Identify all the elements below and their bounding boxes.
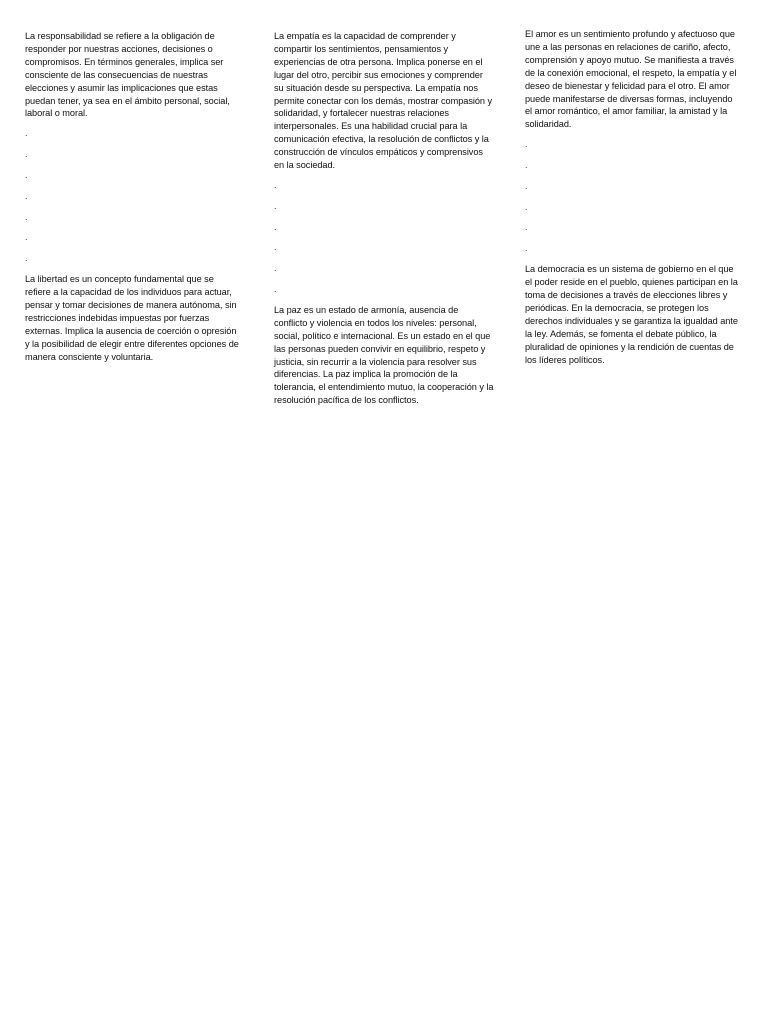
paragraph-democracia: La democracia es un sistema de gobierno en el que el poder reside en el pueblo, quienes participan en la toma de decisiones a través de elecciones libres y periódicas. En la democracia, se protegen los derechos individuales y se garantiza la igualdad ante la ley. Además, se fomenta el debate público, la pluralidad de opiniones y la rendición de cuentas de los líderes políticos. xyxy=(525,264,738,365)
dot-separator: . xyxy=(274,200,277,211)
column-middle xyxy=(274,30,494,407)
dot-separator: . xyxy=(25,169,28,180)
dot-separator-list xyxy=(274,180,494,294)
dot-separator: . xyxy=(25,128,28,139)
column-left xyxy=(25,30,241,363)
dot-separator: . xyxy=(274,179,277,190)
dot-separator: . xyxy=(274,242,277,253)
paragraph-libertad: La libertad es un concepto fundamental que se refiere a la capacidad de los individuos para actuar, pensar y tomar decisiones de manera autónoma, sin restricciones indebidas impuestas por fuerzas externas. Implica la ausencia de coerción o opresión y la posibilidad de elegir entre diferentes opciones de manera consciente y voluntaria. xyxy=(25,274,239,362)
dot-separator: . xyxy=(525,222,528,233)
dot-separator: . xyxy=(25,190,28,201)
dot-separator: . xyxy=(274,263,277,274)
dot-separator-list xyxy=(25,128,241,263)
dot-separator: . xyxy=(525,201,528,212)
dot-separator: . xyxy=(25,232,28,243)
dot-separator: . xyxy=(274,283,277,294)
paragraph-empatia: La empatía es la capacidad de comprender y compartir los sentimientos, pensamientos y experiencias de otra persona. Implica ponerse en el lugar del otro, percibir sus emociones y comprender su situación desde su perspectiva. La empatía nos permite conectar con los demás, mostrar compasión y solidaridad, y fortalecer nuestras relaciones interpersonales. Es una habilidad crucial para la comunicación efectiva, la resolución de conflictos y la construcción de vínculos empáticos y comprensivos en la sociedad. xyxy=(274,31,493,171)
column-right xyxy=(525,28,741,366)
dot-separator: . xyxy=(274,221,277,232)
dot-separator: . xyxy=(525,243,528,254)
paragraph-amor: El amor es un sentimiento profundo y afectuoso que une a las personas en relaciones de cariño, afecto, comprensión y apoyo mutuo. Se manifiesta a través de la conexión emocional, el respeto, la empatía y el deseo de bienestar y felicidad para el otro. El amor puede manifestarse de diversas formas, incluyendo el amor romántico, el amor familiar, la amistad y la solidaridad. xyxy=(525,29,737,130)
dot-separator: . xyxy=(525,180,528,191)
dot-separator: . xyxy=(525,139,528,150)
paragraph-paz: La paz es un estado de armonía, ausencia de conflicto y violencia en todos los niveles: personal, social, político e internacional. Es un estado en el que las personas pueden convivir en equilibrio, respeto y justicia, sin recurrir a la violencia para resolver sus diferencias. La paz implica la promoción de la tolerancia, el entendimiento mutuo, la cooperación y la resolución pacífica de los conflictos. xyxy=(274,304,494,406)
dot-separator-list xyxy=(525,139,741,253)
paragraph-responsabilidad: La responsabilidad se refiere a la obligación de responder por nuestras acciones, decisiones o compromisos. En términos generales, implica ser consciente de las consecuencias de nuestras elecciones y asumir las implicaciones que estas puedan tener, ya sea en el ámbito personal, social, laboral o moral. xyxy=(25,31,230,119)
dot-separator: . xyxy=(25,149,28,160)
dot-separator: . xyxy=(25,211,28,222)
dot-separator: . xyxy=(525,160,528,171)
dot-separator: . xyxy=(25,253,28,264)
